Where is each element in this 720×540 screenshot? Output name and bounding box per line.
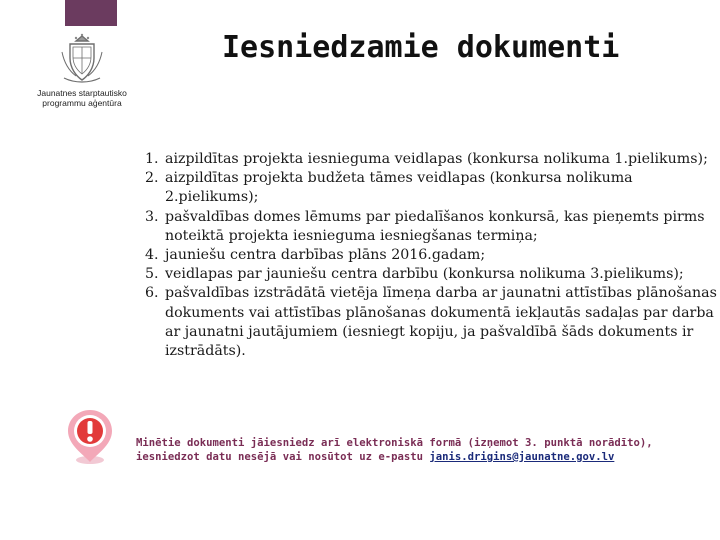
agency-logo — [32, 32, 132, 108]
page-title: Iesniedzamie dokumenti — [222, 30, 620, 65]
note-text: Minētie dokumenti jāiesniedz arī elektroniskā formā (izņemot 3. punktā norādīto), iesniedzot datu nesējā vai nosūtot uz e-pastu — [136, 437, 653, 463]
list-item: 2. aizpildītas projekta budžeta tāmes veidlapas (konkursa nolikuma 2.pielikums); — [163, 169, 718, 207]
logo-text-line2: programmu aģentūra — [42, 98, 122, 108]
logo-text — [28, 88, 136, 108]
list-item: 6. pašvaldības izstrādātā vietēja līmeņa darba ar jaunatni attīstības plānošanas dokuments vai attīstības plānošanas dokumentā iekļautās sadaļas par darba ar jaunatni jautājumiem (iesniegt kopiju, ja pašvaldībā šāds dokuments ir izstrādāts). — [163, 284, 718, 361]
list-item: 3. pašvaldības domes lēmums par piedalīšanos konkursā, kas pieņemts pirms noteiktā projekta iesnieguma iesniegšanas termiņa; — [163, 208, 718, 246]
electronic-submission-note — [136, 436, 696, 464]
logo-text-line1: Jaunatnes starptautisko — [37, 88, 127, 98]
email-link[interactable]: janis.drigins@jaunatne.gov.lv — [429, 451, 615, 463]
header-accent-block — [65, 0, 117, 26]
list-item: 4. jauniešu centra darbības plāns 2016.gadam; — [163, 246, 718, 265]
documents-list — [131, 150, 718, 361]
coat-of-arms-icon — [56, 32, 108, 84]
list-item: 5. veidlapas par jauniešu centra darbību (konkursa nolikuma 3.pielikums); — [163, 265, 718, 284]
warning-pin-icon — [62, 406, 118, 470]
list-item: 1. aizpildītas projekta iesnieguma veidlapas (konkursa nolikuma 1.pielikums); — [163, 150, 718, 169]
